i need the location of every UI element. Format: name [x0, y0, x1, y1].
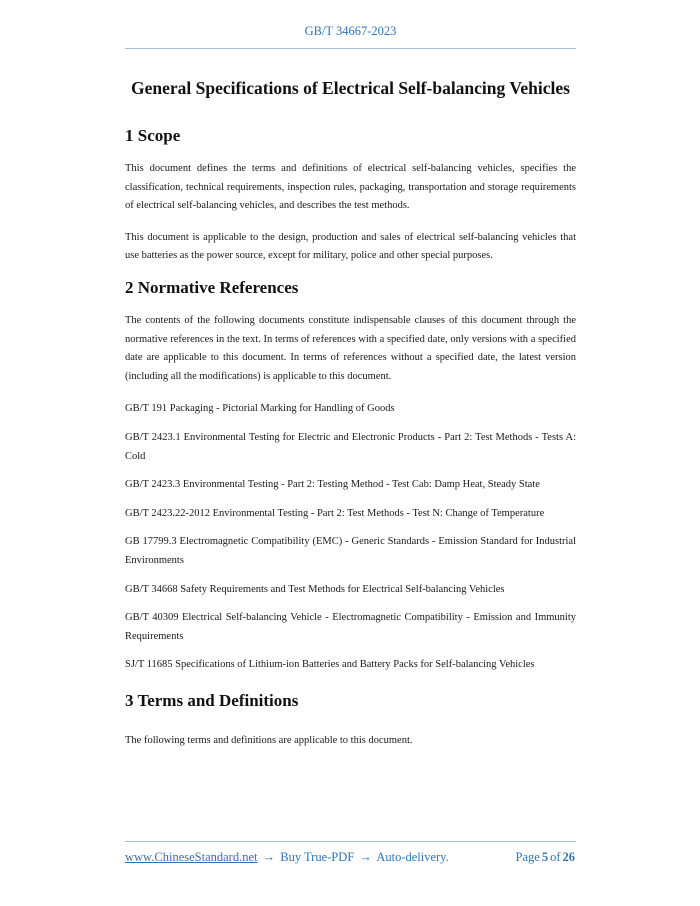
- reference-item: GB/T 191 Packaging - Pictorial Marking for Handling of Goods: [125, 403, 395, 415]
- current-page-number: 5: [541, 850, 549, 864]
- auto-delivery-label: Auto-delivery.: [376, 850, 449, 864]
- normative-references-intro: The contents of the following documents constitute indispensable clauses of this document through the normative references in the text. In terms of references with a specified date, only versions with a specified date are applicable to this document. In terms of references without a specified date, the latest version (including all the modifications) is applicable to this document.: [125, 314, 576, 382]
- page-header: [125, 0, 576, 49]
- reference-item: GB/T 2423.22-2012 Environmental Testing - Part 2: Test Methods - Test N: Change of Temperature: [125, 507, 545, 519]
- page-label: Page: [515, 850, 540, 864]
- terms-intro-paragraph: The following terms and definitions are applicable to this document.: [125, 734, 413, 746]
- reference-item: GB/T 2423.3 Environmental Testing - Part 2: Testing Method - Test Cab: Damp Heat, Steady State: [125, 479, 540, 491]
- right-arrow-icon: →: [262, 850, 276, 864]
- total-page-number: 26: [562, 850, 575, 864]
- document-title: General Specifications of Electrical Self-balancing Vehicles: [131, 78, 570, 98]
- reference-item: GB/T 40309 Electrical Self-balancing Vehicle - Electromagnetic Compatibility - Emission and Immunity Requirements: [125, 612, 576, 642]
- document-content: [125, 49, 576, 750]
- reference-item: SJ/T 11685 Specifications of Lithium-ion Batteries and Battery Packs for Self-balancing Vehicles: [125, 659, 535, 671]
- buy-true-pdf-label: Buy True-PDF: [280, 850, 355, 864]
- footer-promo: [125, 850, 449, 865]
- section-heading-scope: 1 Scope: [125, 126, 181, 145]
- page-footer: [125, 841, 576, 865]
- website-link[interactable]: www.ChineseStandard.net: [125, 850, 258, 864]
- right-arrow-icon: →: [359, 850, 372, 864]
- reference-item: GB/T 2423.1 Environmental Testing for Electric and Electronic Products - Part 2: Test Methods - Tests A: Cold: [125, 431, 576, 462]
- reference-item: GB 17799.3 Electromagnetic Compatibility (EMC) - Generic Standards - Emission Standard for Industrial Environments: [125, 536, 576, 566]
- scope-paragraph-2: This document is applicable to the design, production and sales of electrical self-balancing vehicles that use batteries as the power source, except for military, police and other special purposes.: [125, 231, 576, 262]
- scope-paragraph-1: This document defines the terms and definitions of electrical self-balancing vehicles, specifies the classification, technical requirements, inspection rules, packaging, transportation and storage requirements of electrical self-balancing vehicles, and describes the test methods.: [125, 163, 576, 212]
- of-label: of: [550, 850, 561, 864]
- reference-item: GB/T 34668 Safety Requirements and Test Methods for Electrical Self-balancing Vehicles: [125, 583, 505, 595]
- standard-number: GB/T 34667-2023: [304, 24, 397, 38]
- section-heading-normative-references: 2 Normative References: [125, 277, 299, 297]
- section-heading-terms-and-definitions: 3 Terms and Definitions: [125, 690, 299, 710]
- page-indicator: [515, 850, 576, 865]
